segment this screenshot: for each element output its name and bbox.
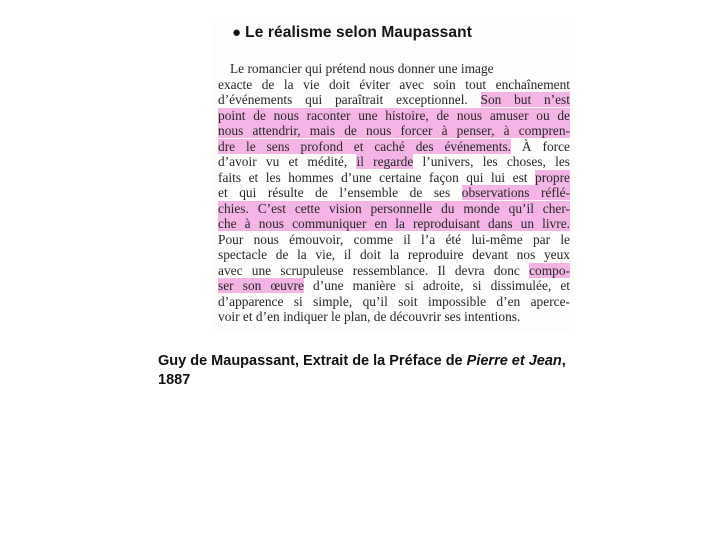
line-text: faits et les hommes d’une certaine façon qui lui est [218,169,536,185]
highlighted-text: il regarde [356,154,414,169]
source-caption [158,352,628,390]
highlighted-text: Son but n’est [480,92,570,107]
text-line [218,154,570,170]
excerpt-heading-text: Le réalisme selon Maupassant [245,24,472,41]
highlighted-text: chies. C’est cette vision personnelle du monde qu’il cher- [218,200,570,216]
text-line [218,247,570,263]
bullet-icon: ● [232,24,242,41]
line-text: l’univers, les choses, les [413,154,570,169]
line-text: voir et d’en indiquer le plan, de découvrir ses intentions. [218,309,521,324]
line-text: Le romancier qui prétend nous donner une image [230,61,494,76]
caption-year: 1887 [158,372,191,388]
text-line [218,123,570,139]
caption-suffix: , [561,353,566,369]
line-text: exacte de la vie doit éviter avec soin tout enchaînement [218,76,570,92]
text-line [218,294,570,310]
caption-prefix: Guy de Maupassant, Extrait de la Préface de [158,353,467,369]
text-line [218,108,570,124]
line-text: À force [511,138,570,154]
line-text: spectacle de la vie, il doit la reproduire devant nos yeux [218,247,570,262]
text-line [218,61,570,77]
text-line [218,309,570,325]
highlighted-text: compo- [529,262,570,278]
caption-book-title: Pierre et Jean [466,353,562,369]
text-line [218,232,570,248]
line-text: Pour nous émouvoir, comme il l’a été lui-même par le [218,231,570,247]
text-line [218,185,570,201]
text-line [218,77,570,93]
line-text: d’avoir vu et médité, [218,154,357,169]
highlighted-text: observations réflé- [461,185,570,200]
excerpt-body [218,61,570,325]
highlighted-text: propre [535,169,570,185]
line-text: d’apparence si simple, qu’il soit impossible d’en aperce- [218,293,570,309]
text-line [218,216,570,232]
excerpt-heading [232,24,472,42]
highlighted-text: ser son œuvre [218,278,304,293]
highlighted-text: che à nous communiquer en la reproduisant dans un livre. [218,216,570,231]
line-text: d’événements qui paraîtrait exceptionnel. [218,92,481,107]
text-line [218,92,570,108]
highlighted-text: point de nous raconter une histoire, de nous amuser ou de [218,107,570,123]
text-line [218,278,570,294]
highlighted-text: nous attendrir, mais de nous forcer à penser, à compren- [218,123,570,138]
text-line [218,263,570,279]
scanned-excerpt [212,18,574,333]
highlighted-text: dre le sens profond et caché des événements. [218,138,512,154]
text-line [218,170,570,186]
line-text: et qui résulte de l’ensemble de ses [218,185,462,200]
line-text: d’une manière si adroite, si dissimulée, et [303,278,571,293]
text-line [218,201,570,217]
line-text: avec une scrupuleuse ressemblance. Il devra donc [218,262,530,278]
text-line [218,139,570,155]
